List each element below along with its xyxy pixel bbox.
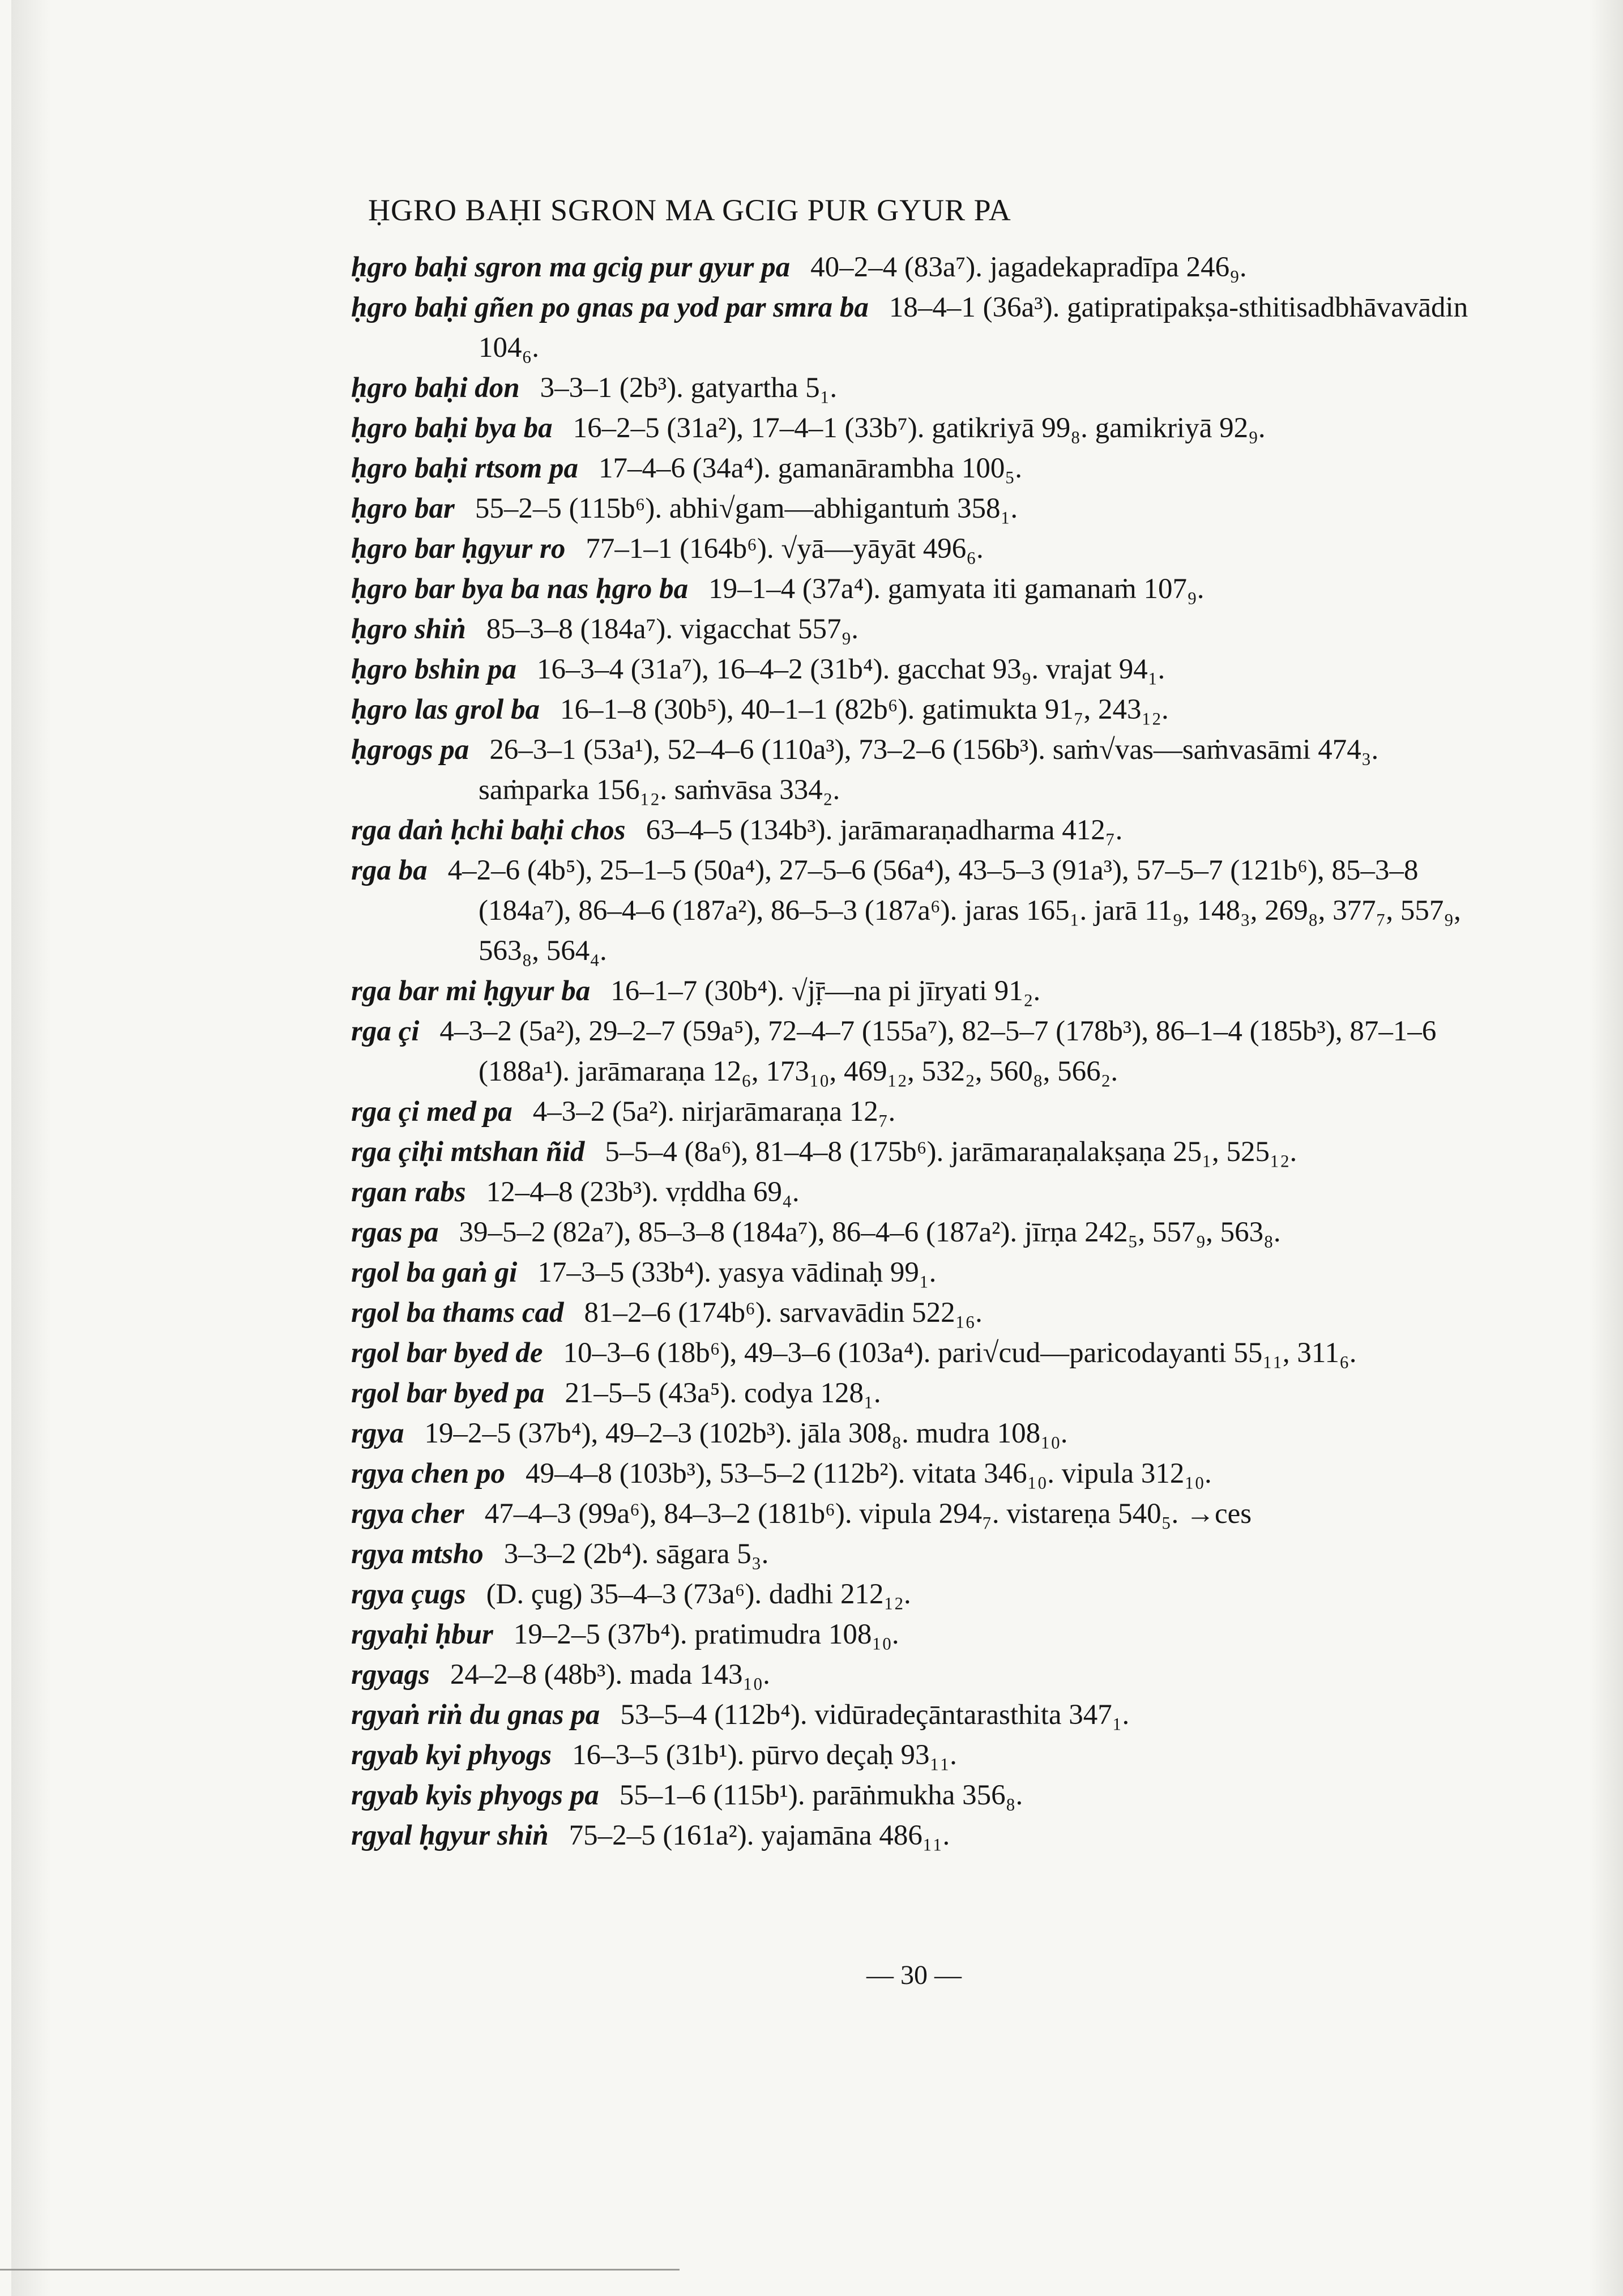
entry [351, 810, 1489, 851]
entry-headword: rgan rabs [351, 1176, 466, 1208]
entry [351, 1172, 1489, 1213]
entry [351, 1293, 1489, 1333]
entry-references: 3–3–2 (2b⁴). sāgara 5₃. [503, 1538, 769, 1570]
entry-references: 12–4–8 (23b³). vṛddha 69₄. [486, 1176, 800, 1208]
entry-references: 16–3–5 (31b¹). pūrvo deçaḥ 93₁₁. [572, 1739, 957, 1771]
entry-references: 4–2–6 (4b⁵), 25–1–5 (50a⁴), 27–5–6 (56a⁴), 43–5–3 (91a³), 57–5–7 (121b⁶), 85–3–8 (184a⁷), 86–4–6 (187a²), 86–5–3 (187a⁶). jaras 165₁. jarā 11₉, 148₃, 269₈, 377₇, 557₉, 563₈, 564₄. [447, 855, 1461, 967]
entry [351, 408, 1489, 449]
entry-headword: rga çi [351, 1015, 420, 1047]
entry-references: 75–2–5 (161a²). yajamāna 486₁₁. [569, 1820, 950, 1851]
entry-references: 16–2–5 (31a²), 17–4–1 (33b⁷). gatikriyā 99₈. gamikriyā 92₉. [573, 412, 1266, 444]
page-number: — 30 — [866, 1960, 962, 1990]
entry [351, 1695, 1489, 1735]
entry-references: 18–4–1 (36a³). gatipratipakṣa-sthitisadbhāvavādin 104₆. [479, 292, 1468, 364]
entry-headword: rgyaḥi ḥbur [351, 1619, 493, 1650]
entry-references: (D. çug) 35–4–3 (73a⁶). dadhi 212₁₂. [486, 1578, 911, 1610]
entry-headword: ḥgro las grol ba [351, 694, 540, 725]
entry-headword: rgol bar byed pa [351, 1377, 545, 1409]
bottom-rule [0, 2269, 680, 2271]
entry-headword: rgyaṅ riṅ du gnas pa [351, 1699, 600, 1731]
entry [351, 368, 1489, 408]
entry [351, 1012, 1489, 1092]
entry-references: 55–2–5 (115b⁶). abhi√gam—abhigantuṁ 358₁. [475, 493, 1018, 524]
entry-references: 21–5–5 (43a⁵). codya 128₁. [565, 1377, 881, 1409]
entry-references: 17–3–5 (33b⁴). yasya vādinaḥ 99₁. [537, 1257, 937, 1288]
entry-references: 39–5–2 (82a⁷), 85–3–8 (184a⁷), 86–4–6 (187a²). jīrṇa 242₅, 557₉, 563₈. [459, 1217, 1281, 1248]
entry [351, 1373, 1489, 1414]
entry [351, 690, 1489, 730]
entry-references: 19–2–5 (37b⁴). pratimudra 108₁₀. [513, 1619, 899, 1650]
entry [351, 1454, 1489, 1494]
running-head: ḤGRO BAḤI SGRON MA GCIG PUR GYUR PA [368, 193, 1011, 227]
entry-references: 49–4–8 (103b³), 53–5–2 (112b²). vitata 346₁₀. vipula 312₁₀. [525, 1458, 1212, 1490]
entry [351, 1494, 1489, 1534]
entry-references: 40–2–4 (83a⁷). jagadekapradīpa 246₉. [810, 251, 1247, 283]
entry [351, 1092, 1489, 1132]
entry-headword: ḥgro bar ḥgyur ro [351, 533, 566, 565]
entry [351, 1655, 1489, 1695]
entry [351, 1574, 1489, 1615]
entry-headword: rgas pa [351, 1217, 439, 1248]
entry-references: 77–1–1 (164b⁶). √yā—yāyāt 496₆. [586, 533, 984, 565]
entry-headword: rga ba [351, 855, 428, 886]
entry [351, 1816, 1489, 1856]
entry-headword: ḥgrogs pa [351, 734, 469, 766]
entry-headword: rgol ba thams cad [351, 1297, 564, 1329]
entry [351, 489, 1489, 529]
entry-references: 24–2–8 (48b³). mada 143₁₀. [450, 1659, 770, 1691]
entry-references: 3–3–1 (2b³). gatyartha 5₁. [540, 372, 838, 404]
entry-headword: rga çi med pa [351, 1096, 512, 1128]
entry-headword: rgya [351, 1418, 404, 1449]
entry [351, 851, 1489, 971]
entry-headword: ḥgro baḥi sgron ma gcig pur gyur pa [351, 251, 791, 283]
entry-headword: rga daṅ ḥchi baḥi chos [351, 814, 626, 846]
entry [351, 247, 1489, 288]
entry [351, 1333, 1489, 1373]
entry [351, 609, 1489, 650]
entry [351, 1132, 1489, 1172]
entry-references: 85–3–8 (184a⁷). vigacchat 557₉. [486, 613, 859, 645]
entry [351, 650, 1489, 690]
entry-references: 16–1–8 (30b⁵), 40–1–1 (82b⁶). gatimukta 91₇, 243₁₂. [560, 694, 1169, 725]
entry-references: 4–3–2 (5a²). nirjarāmaraṇa 12₇. [532, 1096, 896, 1128]
entry-headword: ḥgro shiṅ [351, 613, 466, 645]
entry [351, 449, 1489, 489]
entry-references: 19–1–4 (37a⁴). gamyata iti gamanaṁ 107₉. [708, 573, 1205, 605]
entry-headword: ḥgro bar [351, 493, 455, 524]
entry-headword: rgya cher [351, 1498, 464, 1530]
entry-headword: rgyags [351, 1659, 430, 1691]
page-content [351, 193, 1489, 1856]
entry-headword: rgyal ḥgyur shiṅ [351, 1820, 549, 1851]
entry-references: 5–5–4 (8a⁶), 81–4–8 (175b⁶). jarāmaraṇalakṣaṇa 25₁, 525₁₂. [605, 1136, 1297, 1168]
entry [351, 1414, 1489, 1454]
entry-headword: rgya chen po [351, 1458, 505, 1490]
entry-references: 19–2–5 (37b⁴), 49–2–3 (102b³). jāla 308₈. mudra 108₁₀. [424, 1418, 1068, 1449]
entry-headword: ḥgro baḥi bya ba [351, 412, 553, 444]
entry [351, 529, 1489, 569]
entry [351, 1213, 1489, 1253]
entry-headword: rga çiḥi mtshan ñid [351, 1136, 585, 1168]
entry-references: 81–2–6 (174b⁶). sarvavādin 522₁₆. [584, 1297, 983, 1329]
entry-references: 55–1–6 (115b¹). parāṅmukha 356₈. [619, 1779, 1023, 1811]
entry-headword: rgol ba gaṅ gi [351, 1257, 518, 1288]
entry-headword: ḥgro baḥi rtsom pa [351, 453, 579, 484]
entry [351, 1735, 1489, 1776]
entry-headword: rgol bar byed de [351, 1337, 543, 1369]
entry-references: 63–4–5 (134b³). jarāmaraṇadharma 412₇. [646, 814, 1123, 846]
entry [351, 730, 1489, 810]
entry-headword: rgyab kyis phyogs pa [351, 1779, 599, 1811]
page-edge-shadow-left [11, 0, 51, 2296]
entry-references: 16–1–7 (30b⁴). √jṝ—na pi jīryati 91₂. [610, 975, 1041, 1007]
entry [351, 1615, 1489, 1655]
entry [351, 1253, 1489, 1293]
entry-headword: ḥgro baḥi gñen po gnas pa yod par smra ba [351, 292, 869, 323]
entry [351, 1776, 1489, 1816]
entry-headword: ḥgro bshin pa [351, 654, 516, 685]
entry-headword: ḥgro baḥi don [351, 372, 520, 404]
entry-headword: ḥgro bar bya ba nas ḥgro ba [351, 573, 689, 605]
page-edge-shadow-right [1589, 0, 1623, 2296]
entry [351, 971, 1489, 1012]
dictionary-entries [351, 247, 1489, 1856]
entry-references: 26–3–1 (53a¹), 52–4–6 (110a³), 73–2–6 (156b³). saṁ√vas—saṁvasāmi 474₃. saṁparka 156₁₂. saṁvāsa 334₂. [479, 734, 1379, 806]
entry-references: 16–3–4 (31a⁷), 16–4–2 (31b⁴). gacchat 93₉. vrajat 94₁. [536, 654, 1165, 685]
entry-references: 53–5–4 (112b⁴). vidūradeçāntarasthita 347₁. [620, 1699, 1130, 1731]
entry-headword: rgya mtsho [351, 1538, 484, 1570]
entry-references: 47–4–3 (99a⁶), 84–3–2 (181b⁶). vipula 294₇. vistareṇa 540₅. →ces [484, 1498, 1252, 1530]
entry-headword: rgya çugs [351, 1578, 466, 1610]
entry-references: 10–3–6 (18b⁶), 49–3–6 (103a⁴). pari√cud—paricodayanti 55₁₁, 311₆. [563, 1337, 1357, 1369]
entry-references: 4–3–2 (5a²), 29–2–7 (59a⁵), 72–4–7 (155a⁷), 82–5–7 (178b³), 86–1–4 (185b³), 87–1–6 (188a¹). jarāmaraṇa 12₆, 173₁₀, 469₁₂, 532₂, 560₈, 566₂. [439, 1015, 1437, 1087]
entry [351, 288, 1489, 368]
entry-headword: rgyab kyi phyogs [351, 1739, 552, 1771]
entry [351, 569, 1489, 609]
entry-headword: rga bar mi ḥgyur ba [351, 975, 591, 1007]
entry-references: 17–4–6 (34a⁴). gamanārambha 100₅. [599, 453, 1022, 484]
entry [351, 1534, 1489, 1574]
